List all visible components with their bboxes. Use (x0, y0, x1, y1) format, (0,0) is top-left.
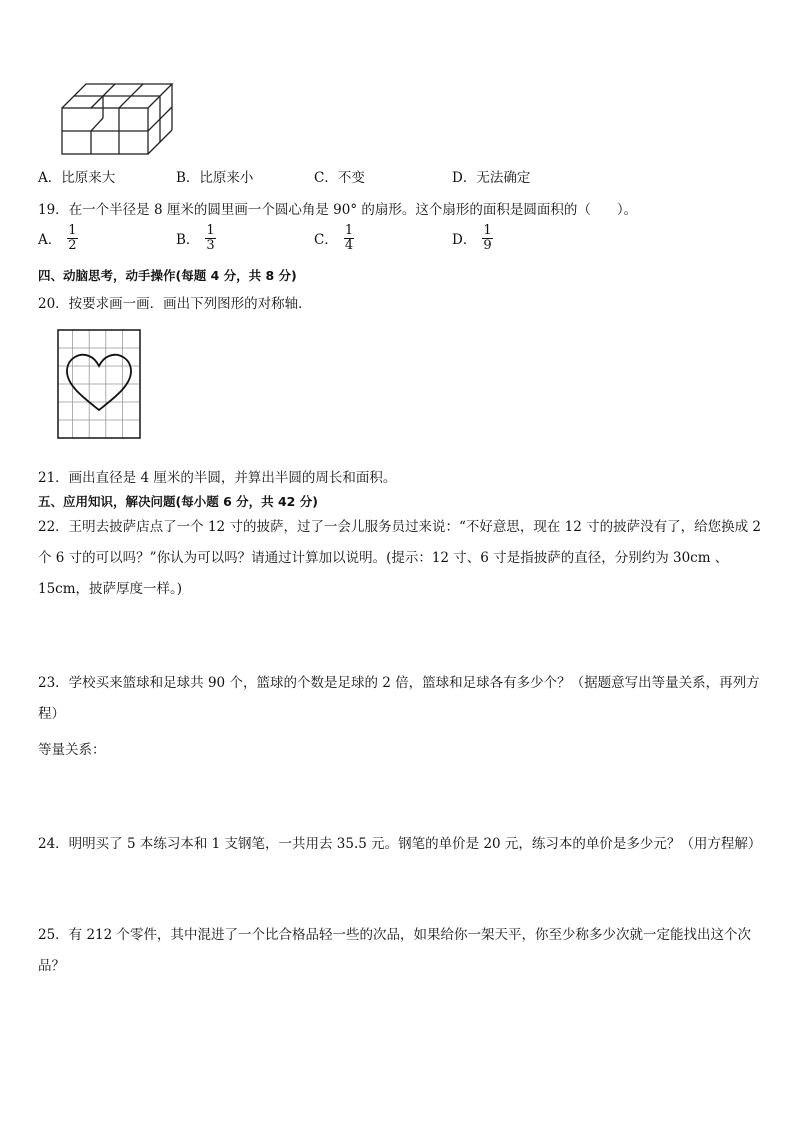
q18-option-c[interactable] (314, 166, 452, 186)
heart-grid-figure (56, 328, 142, 440)
fraction (344, 224, 354, 252)
fraction (67, 224, 77, 252)
option-text: 比原来小 (199, 170, 254, 186)
option-letter: C． (314, 170, 338, 186)
option-letter: B． (176, 232, 200, 249)
q19-text-end: ）。 (616, 202, 638, 218)
denominator: 2 (68, 237, 77, 253)
q22-question: 22．王明去披萨店点了一个 12 寸的披萨，过了一会儿服务员过来说：“不好意思，现在 12 寸的披萨没有了，给您换成 2 个 6 寸的可以吗？”你认为可以吗？请通过计算加以说明。(提示：12 寸、6 寸是指披萨的直径，分别约为 30cm 、15cm，披萨厚度一样。) (38, 519, 761, 597)
cube-stack-figure (58, 76, 176, 158)
denominator: 9 (483, 237, 492, 253)
q19-question (38, 198, 637, 218)
option-text: 不变 (337, 170, 365, 186)
option-letter: B． (176, 170, 200, 186)
denominator: 4 (344, 237, 354, 253)
option-letter: D． (452, 170, 477, 186)
q24-question: 24．明明买了 5 本练习本和 1 支钢笔，一共用去 35.5 元。钢笔的单价是 20 元，练习本的单价是多少元？（用方程解） (38, 836, 762, 852)
option-text: 比原来大 (61, 170, 116, 186)
q19-option-d[interactable] (452, 224, 590, 252)
numerator: 1 (206, 223, 215, 238)
fraction (482, 224, 492, 252)
denominator: 3 (206, 237, 215, 253)
q18-option-a[interactable] (38, 166, 176, 186)
q19-option-c[interactable] (314, 224, 452, 252)
option-letter: D． (452, 232, 477, 249)
q23-question: 23．学校买来篮球和足球共 90 个，篮球的个数是足球的 2 倍，篮球和足球各有多少个？（据题意写出等量关系，再列方程） (38, 675, 760, 722)
q19-text: 19．在一个半径是 8 厘米的圆里画一个圆心角是 90° 的扇形。这个扇形的面积是圆面积的（ (38, 202, 591, 218)
section-5-title: 五、应用知识，解决问题(每小题 6 分，共 42 分) (38, 494, 318, 509)
option-letter: C． (314, 232, 338, 249)
numerator: 1 (483, 223, 492, 238)
q18-options (38, 166, 590, 186)
q21-question: 21．画出直径是 4 厘米的半圆，并算出半圆的周长和面积。 (38, 470, 397, 486)
q25-question: 25．有 212 个零件，其中混进了一个比合格品轻一些的次品，如果给你一架天平，你至少称多少次就一定能找出这个次品？ (38, 927, 752, 974)
q19-options (38, 224, 590, 252)
q20-question: 20．按要求画一画．画出下列图形的对称轴． (38, 296, 312, 312)
fraction (205, 224, 215, 252)
numerator: 1 (68, 223, 77, 238)
q18-option-d[interactable] (452, 166, 590, 186)
q23-equation-label: 等量关系： (38, 742, 106, 758)
numerator: 1 (344, 223, 354, 238)
section-4-title: 四、动脑思考，动手操作(每题 4 分，共 8 分) (38, 268, 297, 283)
q18-option-b[interactable] (176, 166, 314, 186)
option-letter: A． (38, 232, 62, 249)
q19-option-a[interactable] (38, 224, 176, 252)
option-text: 无法确定 (476, 170, 531, 186)
q19-option-b[interactable] (176, 224, 314, 252)
option-letter: A． (38, 170, 62, 186)
